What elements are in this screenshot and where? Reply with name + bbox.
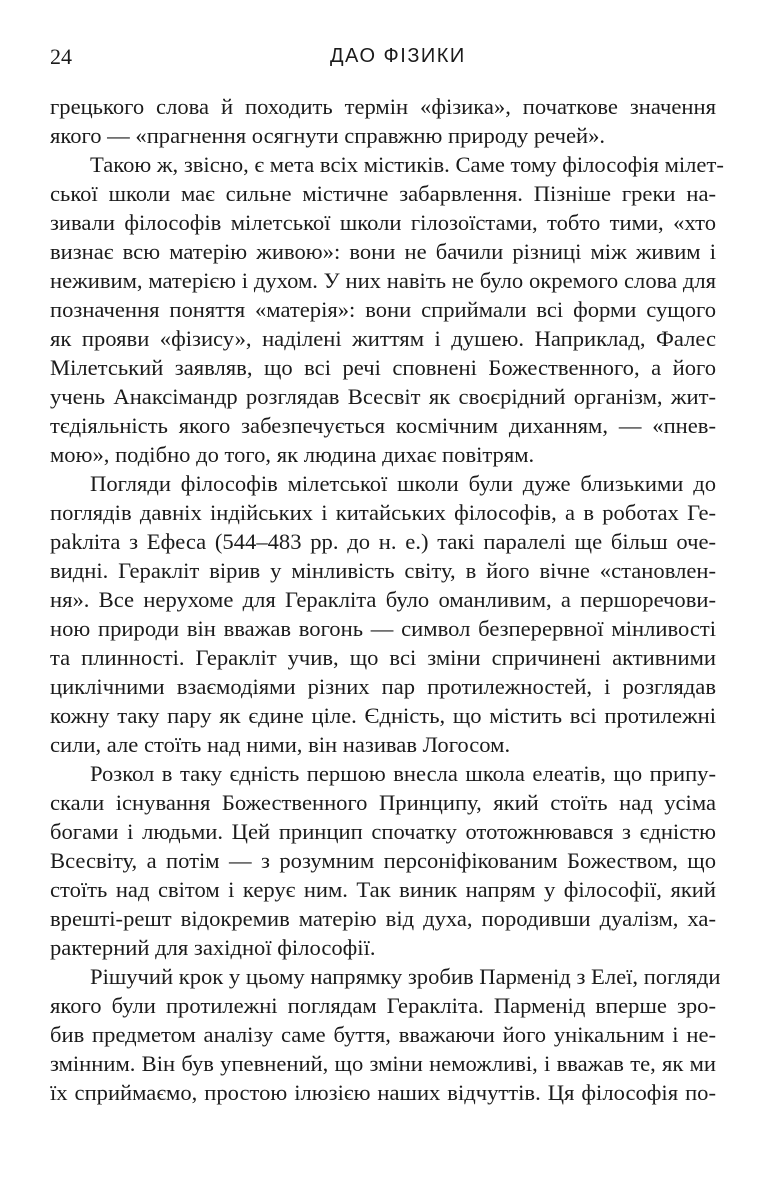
text-line: циклічними взаємодіями різних пар протилежностей, і розглядав — [50, 674, 716, 699]
text-line: тєдіяльність якого забезпечується космічним диханням, — «пнев- — [50, 413, 716, 438]
text-line: поглядів давніх індійських і китайських філософів, а в роботах Ге- — [50, 500, 716, 525]
text-line: бив предметом аналізу саме буття, вважаючи його унікальним і не- — [50, 1022, 716, 1047]
text-line: як прояви «фізису», наділені життям і душею. Наприклад, Фалес — [50, 326, 716, 351]
text-line: Всесвіту, а потім — з розумним персоніфікованим Божеством, що — [50, 848, 716, 873]
paragraph — [50, 92, 716, 150]
text-line: ною природи він вважав вогонь — символ безперервної мінливості — [50, 616, 716, 641]
text-line: мою», подібно до того, як людина дихає повітрям. — [50, 442, 535, 467]
paragraph — [50, 759, 716, 962]
text-line: та плинності. Геракліт учив, що всі зміни спричинені активними — [50, 645, 716, 670]
page-number: 24 — [50, 44, 72, 69]
text-line: учень Анаксімандр розглядав Всесвіт як своєрідний організм, жит- — [50, 384, 716, 409]
paragraph — [50, 150, 724, 469]
paragraph — [50, 469, 716, 759]
text-line: змінним. Він був упевнений, що зміни неможливі, і вважав те, як ми — [50, 1051, 716, 1076]
body-text — [50, 92, 724, 1107]
text-line: скали існування Божественного Принципу, який стоїть над усіма — [50, 790, 716, 815]
text-line: кожну таку пару як єдине ціле. Єдність, що містить всі протилежні — [50, 703, 716, 728]
text-line: Рішучий крок у цьому напрямку зробив Парменід з Елеї, погляди — [90, 964, 721, 989]
text-line: грецького слова й походить термін «фізика», початкове значення — [50, 94, 716, 119]
text-line: визнає всю матерію живою»: вони не бачили різниці між живим і — [50, 239, 716, 264]
text-line: Розкол в таку єдність першою внесла школа елеатів, що припу- — [90, 761, 716, 786]
text-line: рakліта з Ефеса (544–483 рр. до н. е.) такі паралелі ще більш оче- — [50, 529, 716, 554]
text-line: якого — «прагнення осягнути справжню природу речей». — [50, 123, 606, 148]
text-line: врешті-решт відокремив матерію від духа, породивши дуалізм, ха- — [50, 906, 716, 931]
text-line: Такою ж, звісно, є мета всіх містиків. Саме тому філософія мілет- — [90, 152, 724, 177]
text-line: богами і людьми. Цей принцип спочатку ототожнювався з єдністю — [50, 819, 716, 844]
paragraph — [50, 962, 721, 1107]
text-line: їх сприймаємо, простою ілюзією наших відчуттів. Ця філософія по- — [50, 1080, 716, 1105]
text-line: неживим, матерією і духом. У них навіть не було окремого слова для — [50, 268, 716, 293]
text-line: Мілетський заявляв, що всі речі сповнені Божественного, а його — [50, 355, 716, 380]
text-line: ської школи має сильне містичне забарвлення. Пізніше греки на- — [50, 181, 716, 206]
text-line: Погляди філософів мілетської школи були дуже близькими до — [90, 471, 716, 496]
text-line: рактерний для західної філософії. — [50, 935, 376, 960]
text-line: зивали філософів мілетської школи гілозоїстами, тобто тими, «хто — [50, 210, 716, 235]
text-line: видні. Геракліт вірив у мінливість світу, в його вічне «становлен- — [50, 558, 716, 583]
text-line: сили, але стоїть над ними, він називав Логосом. — [50, 732, 511, 757]
text-line: позначення поняття «матерія»: вони сприймали всі форми сущого — [50, 297, 716, 322]
text-line: ня». Все нерухоме для Геракліта було оманливим, а першоречови- — [50, 587, 716, 612]
running-title: ДАО ФІЗИКИ — [330, 45, 466, 67]
text-line: якого були протилежні поглядам Геракліта. Парменід вперше зро- — [50, 993, 716, 1018]
page-header — [50, 44, 714, 74]
text-line: стоїть над світом і керує ним. Так виник напрям у філософії, який — [50, 877, 716, 902]
